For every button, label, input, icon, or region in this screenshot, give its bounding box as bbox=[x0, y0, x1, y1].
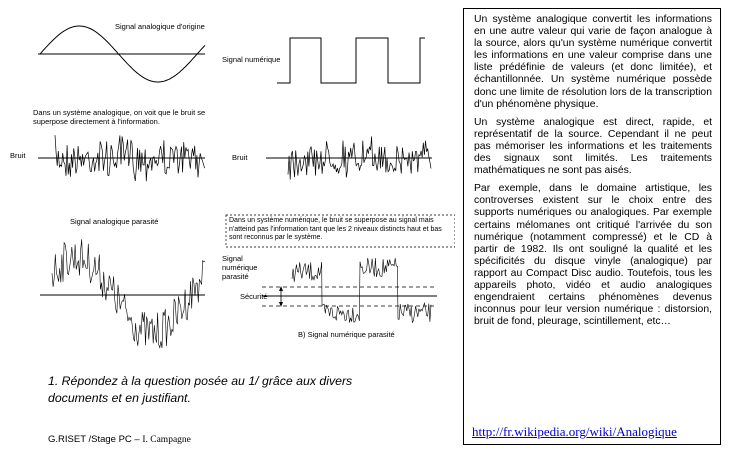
label-security: Sécurité bbox=[240, 292, 268, 301]
noise-left-trace bbox=[55, 135, 205, 181]
text-paragraph-2: Un système analogique est direct, rapide, et représentatif de la source. Cependant il ne peut pas mémoriser les informations et les traitements des signaux sont limités. Les traitements mathématiques ne sont pas aisés. bbox=[474, 116, 712, 177]
text-paragraph-3: Par exemple, dans le domaine artistique, les controverses existent sur le choix entre des supports numériques ou analogiques. Par exemple certains mélomanes ont critiqué l'arrivée du son numérique (notamment compressé) et le CD à partir de 1982. Ils ont souligné la qualité et les spécificités du disque vinyle (analogique) par rapport au Compact Disc audio. Toutefois, tous les appareils photo, vidéo et audio analogiques engendraient certains phénomènes devenus inconnus pour leur version numérique : distorsion, bruit de fond, pleurage, scintillement, etc… bbox=[474, 183, 712, 328]
footer-campaign: I. Campagne bbox=[142, 435, 191, 445]
label-digital-noise-note: Dans un système numérique, le bruit se superpose au signal mais n'atteind pas l'information tant que les 2 niveaux distincts haut et bas sont reconnus par le système. bbox=[229, 217, 442, 241]
label-digital-signal: Signal numérique bbox=[222, 55, 281, 64]
parasitic-digital-trace bbox=[292, 258, 431, 322]
footer bbox=[48, 434, 191, 445]
label-caption-b: B) Signal numérique parasité bbox=[298, 330, 395, 339]
label-original-signal: Signal analogique d'origine bbox=[115, 22, 205, 31]
label-noise-left: Bruit bbox=[10, 151, 26, 160]
question-text: 1. Répondez à la question posée au 1/ grâce aux divers documents et en justifiant. bbox=[48, 374, 353, 405]
wikipedia-link[interactable]: http://fr.wikipedia.org/wiki/Analogique bbox=[472, 424, 677, 439]
digital-square-wave bbox=[277, 38, 425, 83]
wikipedia-text-box bbox=[463, 8, 721, 445]
label-parasitic-digital-left: Signal numérique parasité bbox=[222, 254, 258, 281]
text-paragraph-1: Un système analogique convertit les informations en une autre valeur qui varie de façon analogue à la source, alors qu'un système numérique convertit les informations en une valeur comprise dans une liste prédéfinie de valeurs (et donc limitée), et échantillonnée. Un système numérique possède donc une limite de résolution lors de la transcription d'un phénomène physique. bbox=[474, 14, 712, 110]
label-analog-noise-note: Dans un système analogique, on voit que le bruit se superpose directement à l'information. bbox=[33, 108, 206, 126]
parasitic-analog-trace bbox=[52, 239, 205, 348]
label-parasitic-analog: Signal analogique parasité bbox=[70, 217, 159, 226]
footer-author: G.RISET /Stage PC – bbox=[48, 434, 143, 445]
label-noise-right: Bruit bbox=[232, 153, 248, 162]
